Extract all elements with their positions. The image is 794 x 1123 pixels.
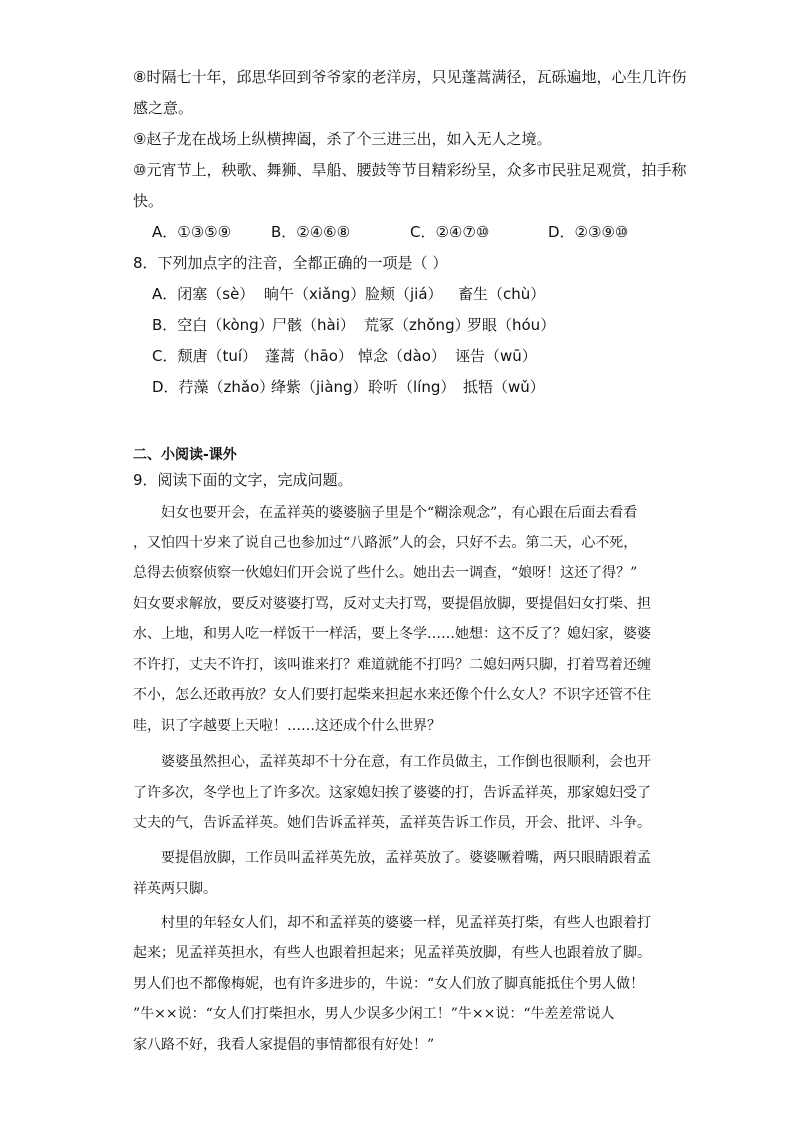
passage-line: ，又怕四十岁来了说自己也参加过“八路派”人的会，只好不去。第二天，心不死，: [133, 535, 638, 551]
passage-line: 水、上地，和男人吃一样饭干一样活，要上冬学……她想：这不反了？媳妇家，婆婆: [133, 626, 651, 642]
q8-a-word-1: A．闭塞（sè）: [152, 285, 255, 303]
q8-d-word-1: D．荇藻（zhǎo）: [152, 378, 275, 396]
passage-line: 哇，识了字越要上天啦！……这还成个什么世界？: [133, 718, 441, 734]
item-8-line-2: 感之意。: [133, 99, 194, 117]
q8-b-word-1: B．空白（kòng）: [152, 316, 274, 334]
passage-line: 了许多次，冬学也上了许多次。这家媳妇挨了婆婆的打，告诉孟祥英，那家媳妇受了: [133, 785, 651, 801]
passage-line: 起来；见孟祥英担水，有些人也跟着担起来；见孟祥英放脚，有些人也跟着放了脚。: [133, 945, 651, 961]
q8-b-word-3: 荒冢（zhǒng）: [364, 316, 470, 334]
q8-b-word-4: 罗眼（hóu）: [467, 316, 556, 334]
item-9-line: ⑨赵子龙在战场上纵横捭阖，杀了个三进三出，如入无人之境。: [133, 130, 552, 148]
item-10-line-1: ⑩元宵节上，秧歌、舞狮、旱船、腰鼓等节目精彩纷呈，众多市民驻足观赏，拍手称: [133, 161, 687, 179]
q8-d-word-2: 绛紫（jiàng）: [271, 378, 368, 396]
passage-line: 总得去侦察侦察一伙媳妇们开会说了些什么。她出去一调查，“娘呀！这还了得？”: [133, 565, 638, 581]
q8-a-word-3: 脸颊（jiá）: [365, 285, 443, 303]
q7-option-a[interactable]: A．①③⑤⑨: [152, 223, 232, 241]
section-heading: 二、小阅读-课外: [133, 447, 237, 463]
q7-option-d[interactable]: D．②③⑨⑩: [548, 223, 629, 241]
passage-line: 家八路不好，我看人家提倡的事情都很有好处！”: [133, 1037, 435, 1053]
q8-c-word-3: 悼念（dào）: [358, 347, 446, 365]
passage-line: 妇女也要开会，在孟祥英的婆婆脑子里是个“糊涂观念”，有心跟在后面去看看: [133, 505, 638, 521]
passage-line: 婆婆虽然担心，孟祥英却不十分在意，有工作员做主，工作倒也很顺利，会也开: [133, 754, 651, 770]
q8-c-word-2: 蓬蒿（hāo）: [265, 347, 353, 365]
q9-stem: 9．阅读下面的文字，完成问题。: [133, 471, 353, 489]
q8-a-word-2: 晌午（xiǎng）: [264, 285, 366, 303]
q8-b-word-2: 尸骸（hài）: [272, 316, 355, 334]
q8-d-word-3: 聆听（líng）: [368, 378, 456, 396]
passage-line: 妇女要求解放，要反对婆婆打骂，反对丈夫打骂，要提倡放脚，要提倡妇女打柴、担: [133, 596, 651, 612]
q8-stem: 8．下列加点字的注音，全都正确的一项是（ ）: [133, 254, 448, 272]
q8-c-word-1: C．颓唐（tuí）: [152, 347, 258, 365]
passage-line: 祥英两只脚。: [133, 881, 217, 897]
q8-a-word-4: 畜生（chù）: [458, 285, 546, 303]
q8-d-word-4: 抵牾（wǔ）: [463, 378, 545, 396]
passage-line: 不许打，丈夫不许打，该叫谁来打？难道就能不打吗？二媳妇两只脚，打着骂着还缠: [133, 657, 651, 673]
passage-line: ”牛××说：“女人们打柴担水，男人少误多少闲工！”牛××说：“牛差差常说人: [133, 1006, 615, 1022]
passage-line: 村里的年轻女人们，却不和孟祥英的婆婆一样，见孟祥英打柴，有些人也跟着打: [133, 915, 651, 931]
passage-line: 丈夫的气，告诉孟祥英。她们告诉孟祥英，孟祥英告诉工作员，开会、批评、斗争。: [133, 815, 651, 831]
q8-c-word-4: 诬告（wū）: [455, 347, 537, 365]
q7-option-b[interactable]: B．②④⑥⑧: [271, 223, 351, 241]
item-8-line-1: ⑧时隔七十年，邱思华回到爷爷家的老洋房，只见蓬蒿满径，瓦砾遍地，心生几许伤: [133, 68, 687, 86]
q7-option-c[interactable]: C．②④⑦⑩: [410, 223, 490, 241]
passage-line: 不小，怎么还敢再放？女人们要打起柴来担起水来还像个什么女人？不识字还管不住: [133, 687, 651, 703]
passage-line: 要提倡放脚，工作员叫孟祥英先放，孟祥英放了。婆婆噘着嘴，两只眼睛跟着孟: [133, 850, 651, 866]
passage-line: 男人们也不都像梅妮，也有许多进步的，牛说：“女人们放了脚真能抵住个男人做！: [133, 976, 645, 992]
item-10-line-2: 快。: [133, 192, 164, 210]
